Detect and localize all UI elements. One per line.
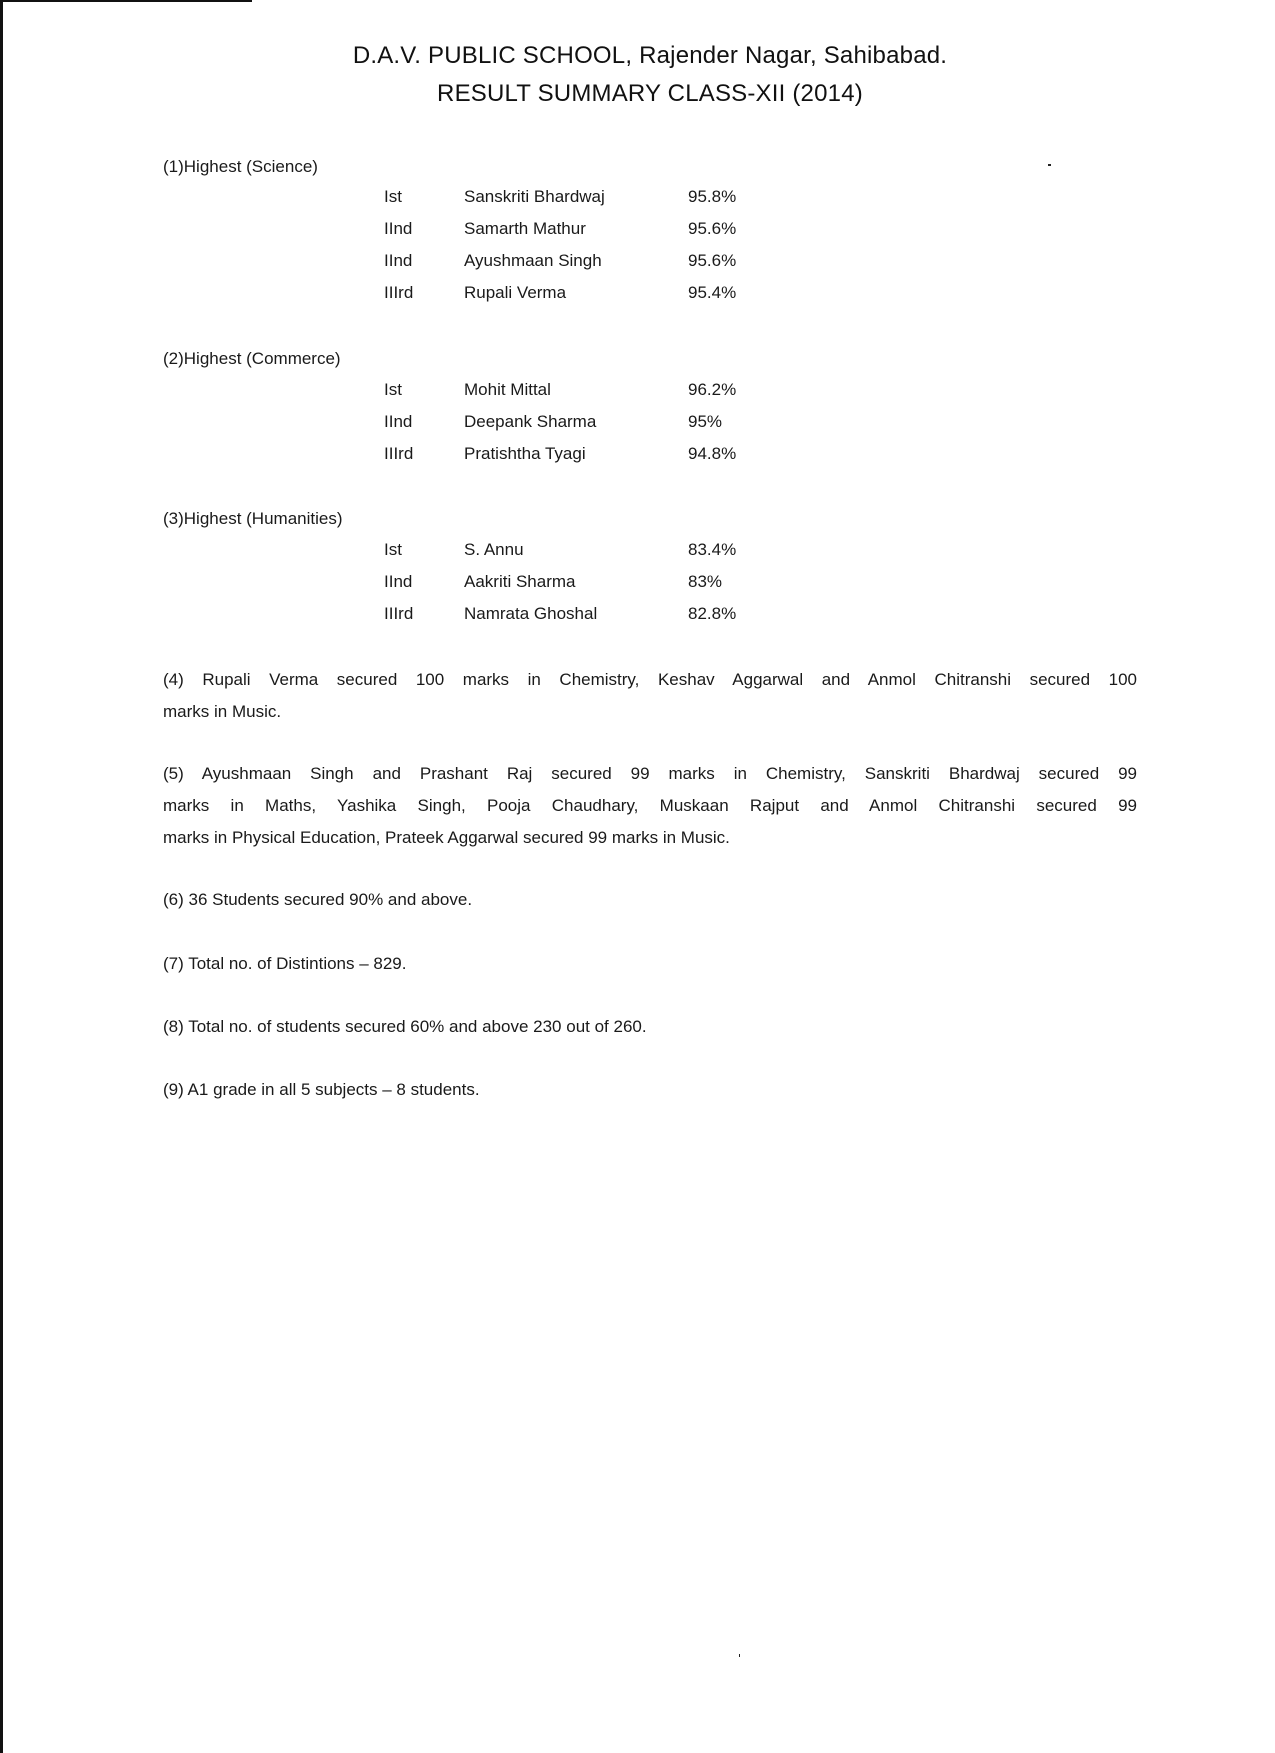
point-4-line-1: (4) Rupali Verma secured 100 marks in Chemistry, Keshav Aggarwal and Anmol Chitranshi secured 100	[163, 670, 1137, 689]
rank: IInd	[384, 412, 413, 431]
student-name: Aakriti Sharma	[464, 572, 576, 591]
result-row	[0, 219, 1275, 241]
rank: IInd	[384, 219, 413, 238]
percentage: 95.4%	[688, 283, 737, 302]
document-title: D.A.V. PUBLIC SCHOOL, Rajender Nagar, Sahibabad.	[352, 42, 948, 69]
percentage: 96.2%	[688, 380, 737, 399]
percentage: 82.8%	[688, 604, 737, 623]
point-6: (6) 36 Students secured 90% and above.	[163, 890, 473, 909]
point-7: (7) Total no. of Distintions – 829.	[163, 954, 407, 973]
point-9: (9) A1 grade in all 5 subjects – 8 students.	[163, 1080, 480, 1099]
result-row	[0, 540, 1275, 562]
result-row	[0, 444, 1275, 466]
rank: Ist	[384, 380, 402, 399]
result-row	[0, 187, 1275, 209]
result-row	[0, 380, 1275, 402]
result-row	[0, 572, 1275, 594]
student-name: Deepank Sharma	[464, 412, 597, 431]
point-5-line-1: (5) Ayushmaan Singh and Prashant Raj secured 99 marks in Chemistry, Sanskriti Bhardwaj secured 99	[163, 764, 1137, 783]
percentage: 95.6%	[688, 219, 737, 238]
point-5-line-3: marks in Physical Education, Prateek Aggarwal secured 99 marks in Music.	[163, 828, 730, 847]
scan-speck	[1048, 164, 1051, 166]
section-heading-commerce: (2)Highest (Commerce)	[163, 349, 341, 368]
point-5-line-2: marks in Maths, Yashika Singh, Pooja Chaudhary, Muskaan Rajput and Anmol Chitranshi secured 99	[163, 796, 1137, 815]
student-name: Mohit Mittal	[464, 380, 551, 399]
percentage: 83.4%	[688, 540, 737, 559]
percentage: 83%	[688, 572, 723, 591]
rank: IInd	[384, 251, 413, 270]
student-name: S. Annu	[464, 540, 524, 559]
result-row	[0, 251, 1275, 273]
student-name: Samarth Mathur	[464, 219, 586, 238]
result-row	[0, 412, 1275, 434]
section-heading-humanities: (3)Highest (Humanities)	[163, 509, 343, 528]
rank: Ist	[384, 187, 402, 206]
rank: IInd	[384, 572, 413, 591]
scan-top-edge	[0, 0, 252, 2]
point-8: (8) Total no. of students secured 60% and above 230 out of 260.	[163, 1017, 647, 1036]
point-4-line-2: marks in Music.	[163, 702, 282, 721]
student-name: Rupali Verma	[464, 283, 567, 302]
percentage: 95.6%	[688, 251, 737, 270]
scan-speck	[739, 1654, 740, 1657]
student-name: Sanskriti Bhardwaj	[464, 187, 605, 206]
percentage: 95%	[688, 412, 723, 431]
student-name: Ayushmaan Singh	[464, 251, 602, 270]
result-row	[0, 283, 1275, 305]
document-subtitle: RESULT SUMMARY CLASS-XII (2014)	[437, 80, 863, 107]
student-name: Namrata Ghoshal	[464, 604, 598, 623]
rank: IIIrd	[384, 283, 414, 302]
result-row	[0, 604, 1275, 626]
rank: IIIrd	[384, 604, 414, 623]
student-name: Pratishtha Tyagi	[464, 444, 586, 463]
percentage: 95.8%	[688, 187, 737, 206]
rank: Ist	[384, 540, 402, 559]
percentage: 94.8%	[688, 444, 737, 463]
rank: IIIrd	[384, 444, 414, 463]
section-heading-science: (1)Highest (Science)	[163, 157, 318, 176]
